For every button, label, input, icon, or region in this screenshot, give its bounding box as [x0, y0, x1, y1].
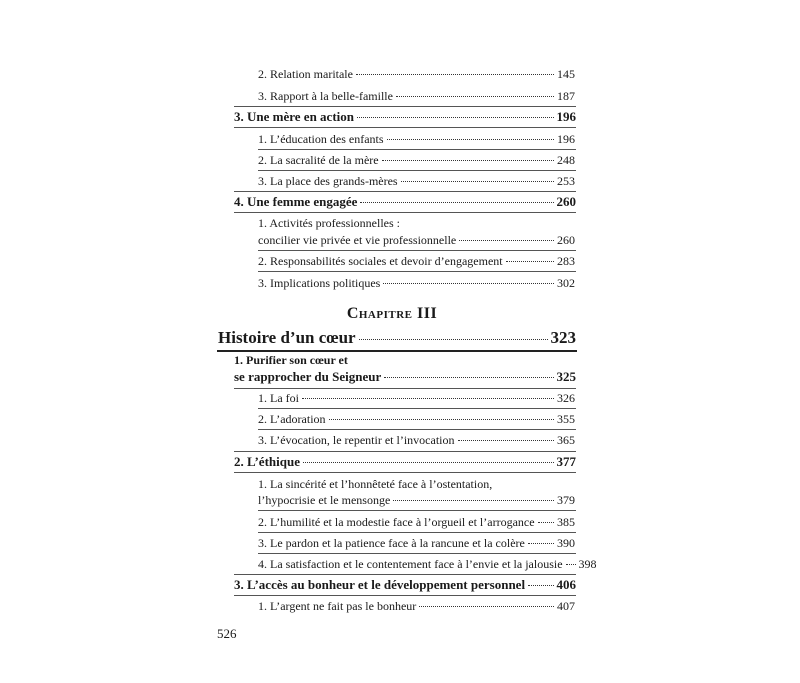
separator-line: [234, 212, 576, 213]
separator-line: [258, 250, 576, 251]
toc-entry-label: 3. Rapport à la belle-famille: [258, 89, 393, 103]
dot-leader: [356, 74, 554, 75]
toc-entry-label: 1. Activités professionnelles :: [258, 216, 400, 230]
toc-entry-label: 1. L’argent ne fait pas le bonheur: [258, 599, 417, 613]
toc-entry: [258, 67, 575, 81]
toc-entry: [258, 391, 575, 405]
dot-leader: [401, 181, 554, 182]
dot-leader: [360, 202, 553, 203]
separator-line: [258, 532, 576, 533]
toc-entry: [258, 599, 575, 613]
separator-line: [258, 510, 576, 511]
dot-leader: [506, 261, 554, 262]
toc-section: [234, 578, 576, 592]
toc-section: [234, 195, 576, 209]
toc-entry: [258, 174, 575, 188]
toc-section: [234, 370, 576, 384]
dot-leader: [566, 564, 576, 565]
toc-entry: [258, 132, 575, 146]
toc-entry-page: 196: [557, 132, 575, 146]
separator-line: [234, 451, 576, 452]
toc-entry-label: 2. L’humilité et la modestie face à l’orgueil et l’arrogance: [258, 515, 535, 529]
dot-leader: [302, 398, 554, 399]
toc-entry-page: 407: [557, 599, 575, 613]
toc-entry-label: 2. L’adoration: [258, 412, 326, 426]
toc-entry-page: 365: [557, 433, 575, 447]
toc-entry: [258, 254, 575, 268]
dot-leader: [459, 240, 554, 241]
separator-line: [258, 408, 576, 409]
toc-entry-page: 325: [556, 369, 576, 384]
dot-leader: [419, 606, 554, 607]
toc-entry-page: 398: [578, 557, 597, 571]
toc-entry: [258, 557, 597, 571]
separator-line: [234, 388, 576, 389]
chapter-title-entry: [218, 328, 576, 348]
toc-entry-label: 1. La foi: [258, 391, 299, 405]
separator-line: [258, 170, 576, 171]
toc-entry: [258, 412, 575, 426]
toc-entry-page: 385: [557, 515, 575, 529]
toc-entry-page: 377: [556, 454, 576, 469]
toc-entry-label: 4. Une femme engagée: [234, 194, 358, 209]
dot-leader: [382, 160, 554, 161]
toc-entry-label: 3. Implications politiques: [258, 276, 381, 290]
chapter-page: 323: [550, 328, 576, 347]
toc-entry: [258, 433, 575, 447]
dot-leader: [387, 139, 554, 140]
dot-leader: [528, 543, 554, 544]
toc-section: [234, 455, 576, 469]
separator-line: [258, 271, 576, 272]
separator-line: [217, 350, 577, 352]
toc-entry-label: 3. L’évocation, le repentir et l’invocation: [258, 433, 455, 447]
dot-leader: [303, 462, 554, 463]
separator-line: [258, 553, 576, 554]
dot-leader: [359, 339, 548, 340]
toc-entry-label: se rapprocher du Seigneur: [234, 369, 382, 384]
toc-entry-page: 390: [557, 536, 575, 550]
dot-leader: [393, 500, 554, 501]
toc-entry-label: l’hypocrisie et le mensonge: [258, 493, 391, 507]
dot-leader: [383, 283, 554, 284]
toc-entry-page: 196: [556, 109, 576, 124]
toc-entry-page: 248: [557, 153, 575, 167]
toc-entry-page: 355: [557, 412, 575, 426]
dot-leader: [384, 377, 553, 378]
dot-leader: [357, 117, 554, 118]
dot-leader: [458, 440, 555, 441]
toc-entry: [258, 233, 575, 247]
separator-line: [234, 472, 576, 473]
dot-leader: [329, 419, 554, 420]
toc-entry: [258, 536, 575, 550]
toc-section-label: 1. Purifier son cœur et: [234, 353, 348, 367]
toc-entry-page: 379: [557, 493, 575, 507]
toc-entry-page: 302: [557, 276, 575, 290]
dot-leader: [528, 585, 553, 586]
separator-line: [234, 595, 576, 596]
toc-entry-page: 260: [557, 233, 575, 247]
toc-entry: [258, 89, 575, 103]
toc-entry: [258, 493, 575, 507]
toc-entry-label: concilier vie privée et vie professionnelle: [258, 233, 457, 247]
separator-line: [258, 149, 576, 150]
toc-entry-page: 145: [557, 67, 575, 81]
separator-line: [258, 429, 576, 430]
chapter-title: Histoire d’un cœur: [218, 328, 356, 347]
toc-entry-page: 406: [556, 577, 576, 592]
toc-entry-label: 2. La sacralité de la mère: [258, 153, 379, 167]
dot-leader: [538, 522, 554, 523]
toc-entry-label: 3. Une mère en action: [234, 109, 354, 124]
toc-entry-label: 1. La sincérité et l’honnêteté face à l’ostentation,: [258, 477, 493, 491]
toc-entry-page: 253: [557, 174, 575, 188]
page-number: 526: [217, 626, 237, 641]
toc-entry-label: 4. La satisfaction et le contentement face à l’envie et la jalousie: [258, 557, 563, 571]
toc-entry-label: 2. Responsabilités sociales et devoir d’engagement: [258, 254, 503, 268]
toc-entry-label: 2. L’éthique: [234, 454, 300, 469]
toc-entry-label: 3. Le pardon et la patience face à la rancune et la colère: [258, 536, 525, 550]
toc-entry-label: 3. La place des grands-mères: [258, 174, 398, 188]
toc-entry-page: 260: [556, 194, 576, 209]
separator-line: [234, 191, 576, 192]
toc-entry-label: 1. L’éducation des enfants: [258, 132, 384, 146]
toc-entry-label: 2. Relation maritale: [258, 67, 353, 81]
toc-entry: [258, 276, 575, 290]
separator-line: [234, 574, 576, 575]
dot-leader: [396, 96, 554, 97]
toc-entry-page: 326: [557, 391, 575, 405]
toc-entry-page: 187: [557, 89, 575, 103]
chapter-heading: Chapitre III: [346, 305, 438, 322]
separator-line: [234, 106, 576, 107]
toc-entry-label: 3. L’accès au bonheur et le développement personnel: [234, 577, 526, 592]
toc-entry-page: 283: [557, 254, 575, 268]
toc-section: [234, 110, 576, 124]
toc-entry: [258, 515, 575, 529]
toc-entry: [258, 153, 575, 167]
separator-line: [234, 127, 576, 128]
